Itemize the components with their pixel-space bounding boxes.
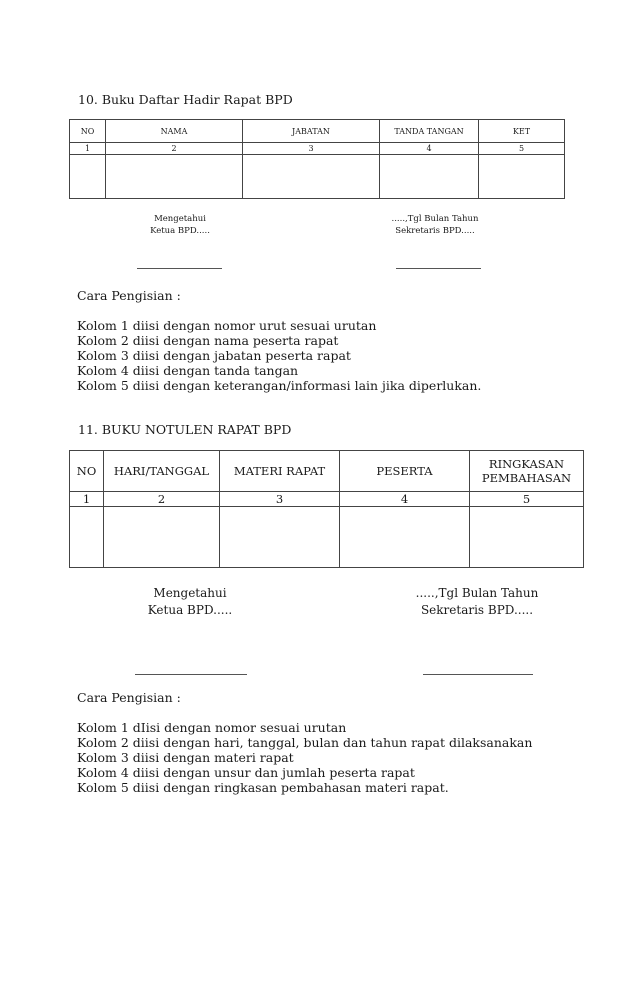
table-cell	[70, 155, 106, 199]
table-cell	[380, 155, 479, 199]
column-number: 1	[70, 143, 106, 155]
signature-right	[392, 585, 562, 619]
header-tanda-tangan: TANDA TANGAN	[380, 120, 479, 143]
signature-left	[120, 214, 240, 237]
table-header-row	[70, 451, 584, 492]
header-nama: NAMA	[106, 120, 243, 143]
signature-line-right	[423, 674, 533, 675]
signature-line-left	[137, 268, 222, 269]
header-peserta: PESERTA	[340, 451, 470, 492]
instruction-item: Kolom 1 dIisi dengan nomor sesuai urutan	[77, 720, 347, 735]
sign-label: Mengetahui	[153, 586, 227, 600]
sign-role: Ketua BPD.....	[147, 603, 233, 617]
signature-right	[365, 214, 505, 237]
table-header-row	[70, 120, 565, 143]
column-number: 3	[243, 143, 380, 155]
sign-role: Sekretaris BPD.....	[395, 225, 475, 236]
table-cell	[104, 507, 220, 568]
instructions-title: Cara Pengisian :	[77, 288, 181, 303]
sign-role: Sekretaris BPD.....	[420, 603, 534, 617]
empty-data-row	[70, 155, 565, 199]
signature-left	[120, 585, 260, 619]
column-number: 2	[104, 492, 220, 507]
sign-date: .....,Tgl Bulan Tahun	[391, 214, 479, 224]
header-materi-rapat: MATERI RAPAT	[220, 451, 340, 492]
column-number: 4	[380, 143, 479, 155]
instruction-item: Kolom 5 diisi dengan ringkasan pembahasan materi rapat.	[77, 780, 449, 795]
column-number: 3	[220, 492, 340, 507]
instruction-item: Kolom 3 diisi dengan materi rapat	[77, 750, 294, 765]
signature-line-right	[396, 268, 481, 269]
column-number-row	[70, 492, 584, 507]
table-cell	[70, 507, 104, 568]
attendance-table	[69, 119, 565, 199]
header-ringkasan-pembahasan	[470, 451, 584, 492]
instructions-list	[77, 720, 532, 795]
section-10-title: 10. Buku Daftar Hadir Rapat BPD	[78, 92, 293, 107]
column-number: 5	[470, 492, 584, 507]
empty-data-row	[70, 507, 584, 568]
header-no: NO	[70, 120, 106, 143]
header-hari-tanggal: HARI/TANGGAL	[104, 451, 220, 492]
signature-line-left	[135, 674, 247, 675]
table-cell	[243, 155, 380, 199]
minutes-table	[69, 450, 584, 568]
header-pembahasan: PEMBAHASAN	[481, 471, 572, 485]
header-ringkasan: RINGKASAN	[488, 457, 565, 471]
header-ket: KET	[479, 120, 565, 143]
instruction-item: Kolom 2 diisi dengan nama peserta rapat	[77, 333, 339, 348]
instruction-item: Kolom 5 diisi dengan keterangan/informasi lain jika diperlukan.	[77, 378, 482, 393]
sign-date: .....,Tgl Bulan Tahun	[415, 586, 539, 600]
instruction-item: Kolom 3 diisi dengan jabatan peserta rapat	[77, 348, 351, 363]
table-cell	[220, 507, 340, 568]
table-cell	[106, 155, 243, 199]
instructions-list	[77, 318, 481, 393]
column-number: 2	[106, 143, 243, 155]
header-no: NO	[70, 451, 104, 492]
sign-label: Mengetahui	[154, 214, 206, 224]
section-11-title: 11. BUKU NOTULEN RAPAT BPD	[78, 422, 292, 437]
instruction-item: Kolom 1 diisi dengan nomor urut sesuai urutan	[77, 318, 377, 333]
sign-role: Ketua BPD.....	[150, 225, 210, 236]
column-number-row	[70, 143, 565, 155]
instructions-title: Cara Pengisian :	[77, 690, 181, 705]
column-number: 1	[70, 492, 104, 507]
table-cell	[470, 507, 584, 568]
table-cell	[340, 507, 470, 568]
instruction-item: Kolom 4 diisi dengan unsur dan jumlah peserta rapat	[77, 765, 415, 780]
column-number: 4	[340, 492, 470, 507]
instruction-item: Kolom 4 diisi dengan tanda tangan	[77, 363, 299, 378]
header-jabatan: JABATAN	[243, 120, 380, 143]
instruction-item: Kolom 2 diisi dengan hari, tanggal, bulan dan tahun rapat dilaksanakan	[77, 735, 533, 750]
table-cell	[479, 155, 565, 199]
column-number: 5	[479, 143, 565, 155]
